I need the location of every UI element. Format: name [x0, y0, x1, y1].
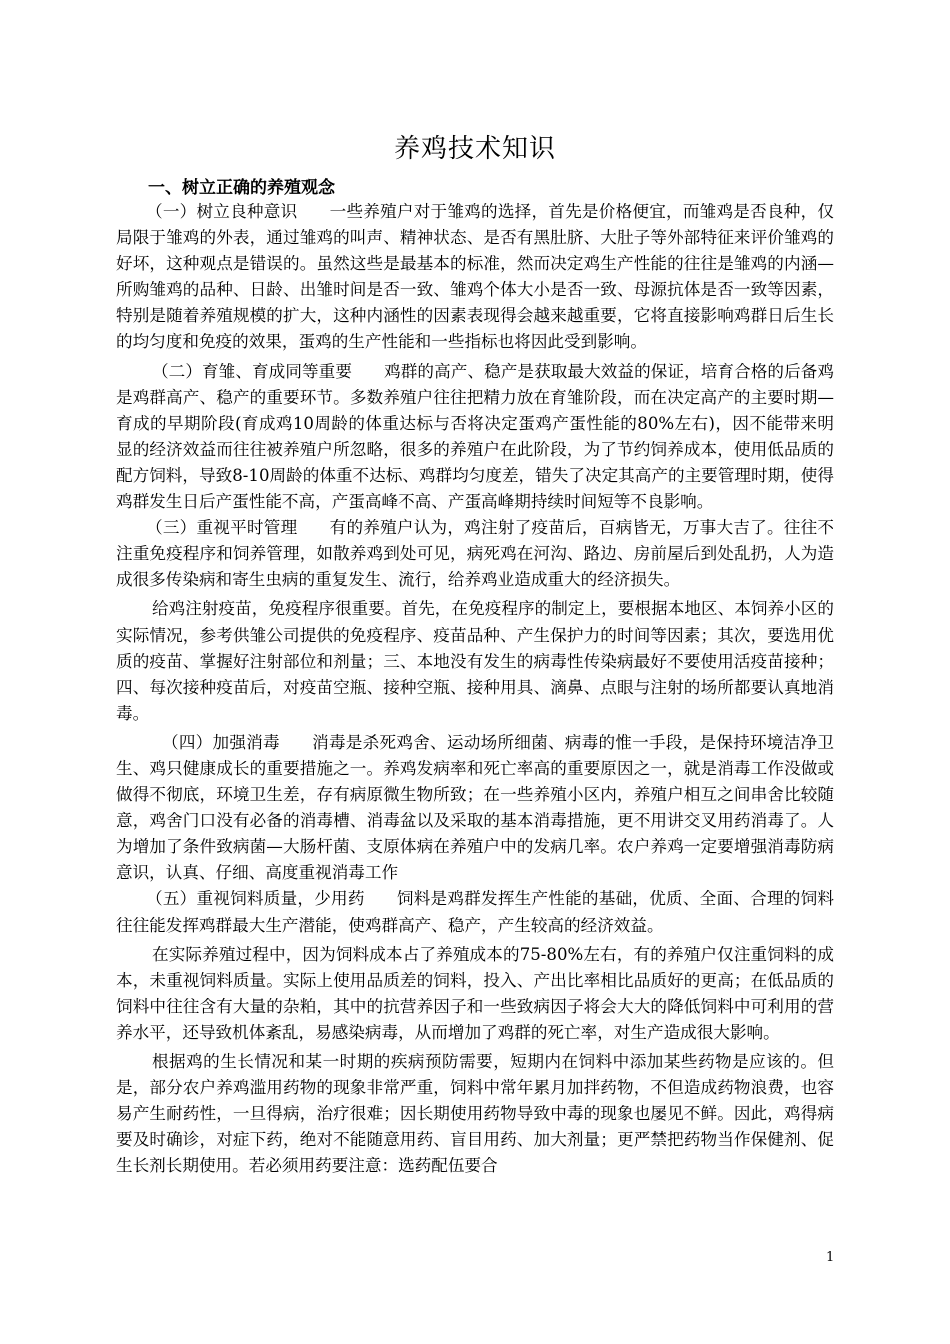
paragraph-5-text: 消毒是杀死鸡舍、运动场所细菌、病毒的惟一手段，是保持环境洁净卫生、鸡只健康成长的重要措施之一。养鸡发病率和死亡率高的重要原因之一，就是消毒工作没做或做得不彻底，环境卫生差，存有病原微生物所致；在一些养殖小区内，养殖户相互之间串舍比较随意，鸡舍门口没有必备的消毒槽、消毒盆以及采取的基本消毒措施，更不用讲交叉用药消毒了。人为增加了条件致病菌—大肠杆菌、支原体病在养殖户中的发病几率。农户养鸡一定要增强消毒防病意识，认真、仔细、高度重视消毒工作 — [116, 732, 835, 883]
paragraph-3-text: 有的养殖户认为，鸡注射了疫苗后，百病皆无，万事大吉了。往往不注重免疫程序和饲养管理，如散养鸡到处可见，病死鸡在河沟、路边、房前屋后到处乱扔，人为造成很多传染病和寄生虫病的重复发生、流行，给养鸡业造成重大的经济损失。 — [116, 518, 835, 590]
paragraph-2 — [116, 359, 834, 516]
paragraph-5-label: （四）加强消毒 — [162, 732, 280, 752]
paragraph-1-label: （一）树立良种意识 — [146, 202, 298, 221]
paragraph-6-label: （五）重视饲料质量，少用药 — [146, 889, 365, 909]
section-heading: 一、树立正确的养殖观念 — [148, 178, 335, 198]
paragraph-1 — [116, 199, 834, 356]
page-number: 1 — [826, 1250, 835, 1265]
paragraph-7: 在实际养殖过程中，因为饲料成本占了养殖成本的75-80%左右，有的养殖户仅注重饲料的成本，未重视饲料质量。实际上使用品质差的饲料，投入、产出比率相比品质好的更高；在低品质的饲料中往往含有大量的杂粕，其中的抗营养因子和一些致病因子将会大大的降低饲料中可利用的营养水平，还导致机体紊乱，易感染病毒，从而增加了鸡群的死亡率，对生产造成很大影响。 — [116, 944, 834, 1042]
paragraph-4: 给鸡注射疫苗，免疫程序很重要。首先，在免疫程序的制定上，要根据本地区、本饲养小区的实际情况，参考供雏公司提供的免疫程序、疫苗品种、产生保护力的时间等因素；其次，要选用优质的疫苗、掌握好注射部位和剂量；三、本地没有发生的病毒性传染病最好不要使用活疫苗接种；四、每次接种疫苗后，对疫苗空瓶、接种空瓶、接种用具、滴鼻、点眼与注射的场所都要认真地消毒。 — [116, 599, 834, 723]
document-body — [116, 199, 834, 1179]
paragraph-8: 根据鸡的生长情况和某一时期的疾病预防需要，短期内在饲料中添加某些药物是应该的。但是，部分农户养鸡滥用药物的现象非常严重，饲料中常年累月加拌药物，不但造成药物浪费，也容易产生耐药性，一旦得病，治疗很难；因长期使用药物导致中毒的现象也屡见不鲜。因此，鸡得病要及时确诊，对症下药，绝对不能随意用药、盲目用药、加大剂量；更严禁把药物当作保健剂、促生长剂长期使用。若必须用药要注意：选药配伍要合 — [116, 1052, 834, 1176]
paragraph-2-text: 鸡群的高产、稳产是获取最大效益的保证，培育合格的后备鸡是鸡群高产、稳产的重要环节。多数养殖户往往把精力放在育雏阶段，而在决定高产的主要时期—育成的早期阶段(育成鸡10周龄的体重达标与否将决定蛋鸡产蛋性能的80%左右)，因不能带来明显的经济效益而往往被养殖户所忽略，很多的养殖户在此阶段，为了节约饲养成本，使用低品质的配方饲料，导致8-10周龄的体重不达标、鸡群均匀度差，错失了决定其高产的主要管理时期，使得鸡群发生日后产蛋性能不高，产蛋高峰不高、产蛋高峰期持续时间短等不良影响。 — [116, 361, 834, 512]
paragraph-3 — [116, 515, 834, 593]
paragraph-6 — [116, 886, 834, 938]
paragraph-1-text: 一些养殖户对于雏鸡的选择，首先是价格便宜，而雏鸡是否良种，仅局限于雏鸡的外表，通过雏鸡的叫声、精神状态、是否有黑肚脐、大肚子等外部特征来评价雏鸡的好坏，这种观点是错误的。虽然这些是最基本的标准，然而决定鸡生产性能的往往是雏鸡的内涵—所购雏鸡的品种、日龄、出雏时间是否一致、雏鸡个体大小是否一致、母源抗体是否一致等因素，特别是随着养殖规模的扩大，这种内涵性的因素表现得会越来越重要，它将直接影响鸡群日后生长的均匀度和免疫的效果，蛋鸡的生产性能和一些指标也将因此受到影响。 — [116, 202, 835, 352]
paragraph-3-label: （三）重视平时管理 — [146, 518, 298, 538]
paragraph-5 — [116, 730, 834, 887]
paragraph-2-label: （二）育雏、育成同等重要 — [152, 361, 352, 381]
document-title: 养鸡技术知识 — [393, 134, 556, 164]
paragraph-6-text: 饲料是鸡群发挥生产性能的基础，优质、全面、合理的饲料往往能发挥鸡群最大生产潜能，使鸡群高产、稳产，产生较高的经济效益。 — [116, 889, 835, 935]
